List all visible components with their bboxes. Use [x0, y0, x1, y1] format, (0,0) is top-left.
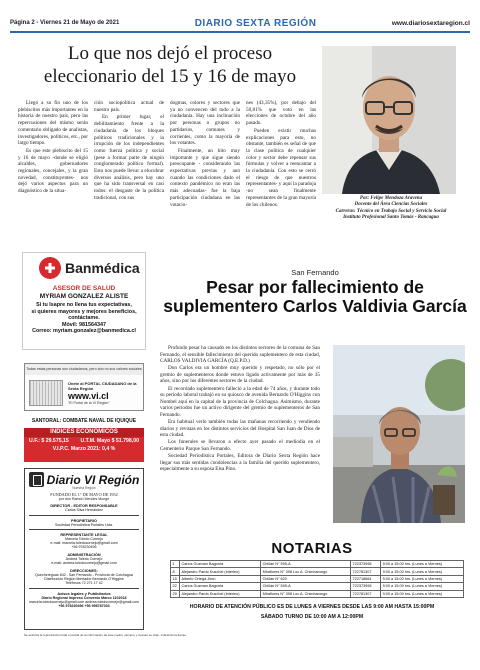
- table-cell: 9:00 a 15:00 hrs. (Lunes a Viernes): [381, 590, 464, 597]
- portal-ad[interactable]: [24, 363, 144, 411]
- article1-paragraph: Es que este plebiscito del 15 y 16 de mayo -donde se eligió alcaldes, gobernadores regionales, concejales, y la gran novedad, constituyentes- nos dejó varios aspectos para un diagnóstico de la situa-: [18, 147, 88, 195]
- article1-paragraph: Pueden existir muchas explicaciones para esto, no obstante, también es señal de que la clase política de cualquier color y sector debe repensar sus fórmulas y volver a reencantar a la ciudadanía. Con esto se cerró el riesgo de que nuestros representantes- y aquí la paradoja -no sean finalmente representantes de la gran mayoría de los chilenos.: [246, 127, 316, 208]
- table-cell: Miraflores N° 398 Loc A. Chimbarongo: [261, 568, 351, 575]
- article2-paragraph: Sociedad Periodística Portales, Editora de Diario Sexta Región hace llegar sus más sentidas condolencias a la familia del querido suplementero, especialmente a su esposa Elsa Pino.: [160, 453, 320, 473]
- owner-name: Sociedad Periodística Portales Ltda.: [55, 522, 113, 527]
- caption-line: Docente del Área Ciencias Sociales: [354, 202, 428, 208]
- banmedica-ad[interactable]: [22, 252, 146, 350]
- divider: [29, 588, 139, 589]
- ad-line: si quieres mayores y mejores beneficios,: [31, 308, 137, 315]
- founder-line: por don Ramón Mendes Monge: [58, 497, 110, 501]
- table-cell: Carlos Guzman Bagorria: [180, 561, 261, 568]
- admin-email[interactable]: e-mail: andrea.toledocornejo@gmail.com: [51, 561, 117, 566]
- page-header: [10, 16, 470, 30]
- article2-paragraph: Profundo pesar ha causado en los distintos sectores de la comuna de San Fernando, el sensible fallecimiento del querido suplementero de esta ciudad, CARLOS VALDIVIA GARCÍA (Q.E.P.D.): [160, 345, 320, 365]
- article2-kicker: San Fernando: [291, 268, 339, 277]
- medical-cross-icon: [39, 257, 61, 279]
- table-cell: 722373998: [351, 561, 381, 568]
- divider: [29, 515, 139, 516]
- legal-phone: +56 978230496: [71, 545, 97, 550]
- table-cell: Alberto Ortega Jirón: [180, 575, 261, 582]
- article1-col4: [246, 100, 316, 209]
- table-row: [171, 575, 464, 582]
- ipc-value: V.I.P.C. Marzo 2021: 0,4 %: [52, 446, 116, 452]
- diario-logo: [25, 472, 143, 487]
- table-row: [171, 590, 464, 597]
- notarias-saturday: SÁBADO TURNO DE 10:00 AM A 12:00PM: [260, 614, 364, 620]
- divider: [29, 529, 139, 530]
- article2-paragraph: Era habitual verlo también todas las mañanas recorriendo y vendiendo diarios y revistas en los distintos servicios del Hospital San Juan de Dios de esta ciudad.: [160, 419, 320, 439]
- table-cell: Miraflores N° 398 Loc A. Chimbarongo: [261, 590, 351, 597]
- ad-email[interactable]: Correo: myriam.gonzalez@banmedica.cl: [32, 328, 136, 335]
- owner-heading: PROPIETARIO: [71, 518, 97, 523]
- avisos-heading: Avisos legales y Publicitarios: [57, 591, 111, 596]
- caption-line: Por: Felipe Mendoza Aravena: [359, 196, 423, 201]
- address-line: Quechereguas 842 - San Fernando - Provincia de Colchagua: [35, 572, 133, 577]
- caption-line: Carreras: Técnico en Trabajo Social y Servicio Social: [335, 208, 447, 214]
- header-rule: [10, 31, 470, 33]
- table-cell: Chillán N° 595-A: [261, 583, 351, 590]
- article1-headline: Lo que nos dejó el proceso eleccionario del 15 y 16 de mayo: [43, 43, 297, 87]
- diario-tagline: Nuestra Región: [72, 486, 96, 490]
- banmedica-logo: [39, 257, 140, 279]
- table-row: [171, 561, 464, 568]
- portal-text: Únete al PORTAL CIUDADANO de la Sexta Región: [68, 380, 137, 391]
- table-cell: 1: [171, 561, 180, 568]
- table-cell: 9:00 a 15:00 hrs. (Lunes a Viernes): [381, 568, 464, 575]
- notarias-title: NOTARIAS: [271, 540, 353, 557]
- notarias-table: [170, 560, 464, 598]
- brand-name: Banmédica: [65, 260, 140, 276]
- article2-paragraph: Don Carlos era un hombre muy querido y respetado, no sólo por el gremio de suplementeros donde estuvo ligado activamente por más de 35 años, sino por los diferentes sectores de la ciudad.: [160, 365, 320, 385]
- director-name: Carlos Silva Hernández: [65, 508, 103, 513]
- address-heading: DIRECCIONES:: [70, 568, 98, 573]
- article2-headline: Pesar por fallecimiento de suplementero Carlos Valdivia García: [163, 277, 467, 316]
- article1-paragraph: nes (43,35%), por debajo del 50,81% que votó en las elecciones de octubre del año pasado.: [246, 100, 316, 127]
- table-cell: 722781307: [351, 568, 381, 575]
- table-cell: Chillán N° 620: [261, 575, 351, 582]
- table-cell: Chillán N° 595-A: [261, 561, 351, 568]
- utm-value: U.T.M. Mayo $ 51.798,00: [80, 438, 139, 444]
- table-cell: 9:00 a 15:00 hrs. (Lunes a Viernes): [381, 561, 464, 568]
- footer-disclaimer: Se autoriza la reproducción total o parcial de la información de este medio, siempre y cuando se citan, indicando la fuente.: [24, 633, 187, 637]
- table-cell: 722781307: [351, 590, 381, 597]
- article1-paragraph: dogmas, colores y sectores que ya no convencen del todo a la ciudadanía. Hay una inclinación por personas o grupos no partidarios, comunes y corrientes, como la mayoría de los votantes.: [170, 100, 240, 147]
- legal-name: Marcela Toledo Cornejo: [65, 536, 103, 541]
- table-cell: 29: [171, 590, 180, 597]
- article1-paragraph: En primer lugar, el debilitamiento frente a la ciudadanía de los bloques políticos tradicionales y la irrupción de los independientes como fuerza política y social (pese a formar parte de ningún conglomerado político formal). Esto nos puede llevar a elucubrar diversos análisis, pero hay uno que ha sido transversal en casi todos: el desgaste de la política tradicional, con sus: [94, 114, 164, 201]
- legal-heading: REPRESENTANTE LEGAL: [60, 532, 108, 537]
- table-row: [171, 583, 464, 590]
- founded-line: FUNDADO EL 1° DE MAYO DE 1952: [50, 492, 118, 497]
- article1-paragraph: ción sociopolítica actual de nuestro país.: [94, 100, 164, 113]
- portal-ad-header: Todas estas personas son ciudadanos, pero aún no sus valores sociales: [25, 364, 143, 375]
- caption-line: Instituto Profesional Santo Tomás - Rancagua: [343, 215, 439, 221]
- ad-line: ASESOR DE SALUD: [52, 285, 116, 292]
- table-row: [171, 568, 464, 575]
- avisos-phone: +56 978230496 +56 998787033: [58, 604, 110, 609]
- page-date: Página 2 - Viernes 21 de Mayo de 2021: [10, 20, 120, 26]
- newspaper-icon: [29, 472, 44, 487]
- table-cell: Alejandro Pardo Kuschel (Interino): [180, 568, 261, 575]
- article2-paragraph: Los funerales se llevaron a efecto ayer pasado el mediodía en el Cementerio Parque San Fernando.: [160, 439, 320, 452]
- santoral: SANTORAL: COMBATE NAVAL DE IQUIQUE: [31, 418, 137, 424]
- director-heading: DIRECTOR - EDITOR RESPONSABLE: [50, 504, 118, 509]
- table-cell: 722373998: [351, 583, 381, 590]
- author-caption: [318, 196, 464, 222]
- ad-phone: Móvil: 981564347: [61, 321, 107, 328]
- table-cell: 9:00 a 15:00 hrs. (Lunes a Viernes): [381, 575, 464, 582]
- masthead-title: DIARIO SEXTA REGIÓN: [194, 17, 317, 29]
- avisos-email[interactable]: marcela.toledocornejo@gmail.com andrea.toledocornejo@gmail.com: [28, 599, 140, 604]
- article2-body: [160, 345, 320, 473]
- table-cell: 22: [171, 583, 180, 590]
- table-cell: Alejandro Pardo Kuschel (Interino): [180, 590, 261, 597]
- phone-line: Teléfonos 72 271 17 42: [65, 581, 103, 586]
- portal-tag: "El Portal de la VI Región": [68, 400, 110, 405]
- legal-email[interactable]: e-mail: marcela.toledocornejo@gmail.com: [50, 541, 118, 545]
- author-photo: [322, 46, 456, 194]
- table-cell: 8: [171, 568, 180, 575]
- author-portrait-icon: [322, 46, 456, 194]
- admin-heading: ADMINISTRACIÓN: [67, 552, 101, 557]
- crowd-image-icon: [29, 380, 63, 406]
- diario-logo-text: Diario VI Región: [46, 472, 140, 487]
- avisos-line: Diario Regional Impreso Convenio Marco 1102018: [41, 595, 127, 600]
- man-portrait-icon: [333, 345, 465, 523]
- ad-line: MYRIAM GONZALEZ ALISTE: [39, 293, 129, 300]
- article1-paragraph: Finalmente, un hito muy importante y que sigue siendo preocupante - considerando las expectativas previas y aun cuando las condiciones dado el contexto pandémico no eran las más adecuadas- fue la baja participación ciudadana en las votacio-: [170, 147, 240, 208]
- table-cell: 15: [171, 575, 180, 582]
- ad-line: Si tu Isapre no llena tus expectativas,: [36, 302, 132, 308]
- admin-name: Andrea Toledo Cornejo: [65, 556, 103, 561]
- indices-title: INDICES ECONÓMICOS: [24, 428, 144, 437]
- article1-col3: [170, 100, 240, 209]
- article2-paragraph: El recordado suplementero falleció a la edad de 74 años, y durante todo su periodo laboral trabajó en su quiosco de avenida Bernardo O'Higgins con Nombel aquí en la capital de la provincia de Colchagua. Asimismo, durante varios periodos fue un activo dirigente del gremio de suplementeros de San Fernando.: [160, 385, 320, 418]
- article1-paragraph: Llegó a su fin uno de los plebiscitos más importantes en la historia de nuestro país, pero las repercusiones del mismo serán comentario obligado de analistas, investigadores, políticos, etc., por largo tiempo.: [18, 100, 88, 147]
- ad-line: contáctame.: [68, 315, 100, 322]
- article1-col2: [94, 100, 164, 203]
- address-line: Distribución Región libertador Bernardo O'Higgins: [44, 577, 124, 582]
- article1-col1: [18, 100, 88, 196]
- table-cell: 722718664: [351, 575, 381, 582]
- economic-indices: [24, 428, 144, 462]
- portal-url[interactable]: www.vi.cl: [68, 390, 109, 401]
- notarias-hours: HORARIO DE ATENCIÓN PÚBLICO ES DE LUNES A VIERNES DESDE LAS 9:00 AM HASTA 15:00PM: [189, 604, 435, 610]
- uf-value: U.F.: $ 29.575,15: [29, 438, 69, 444]
- table-cell: Carlos Guzman Bagorria: [180, 583, 261, 590]
- website-link[interactable]: www.diariosextaregion.cl: [391, 19, 470, 27]
- suplementero-photo: [333, 345, 465, 523]
- table-cell: 9:00 a 15:00 hrs. (Lunes a Viernes): [381, 583, 464, 590]
- masthead-box: [24, 468, 144, 630]
